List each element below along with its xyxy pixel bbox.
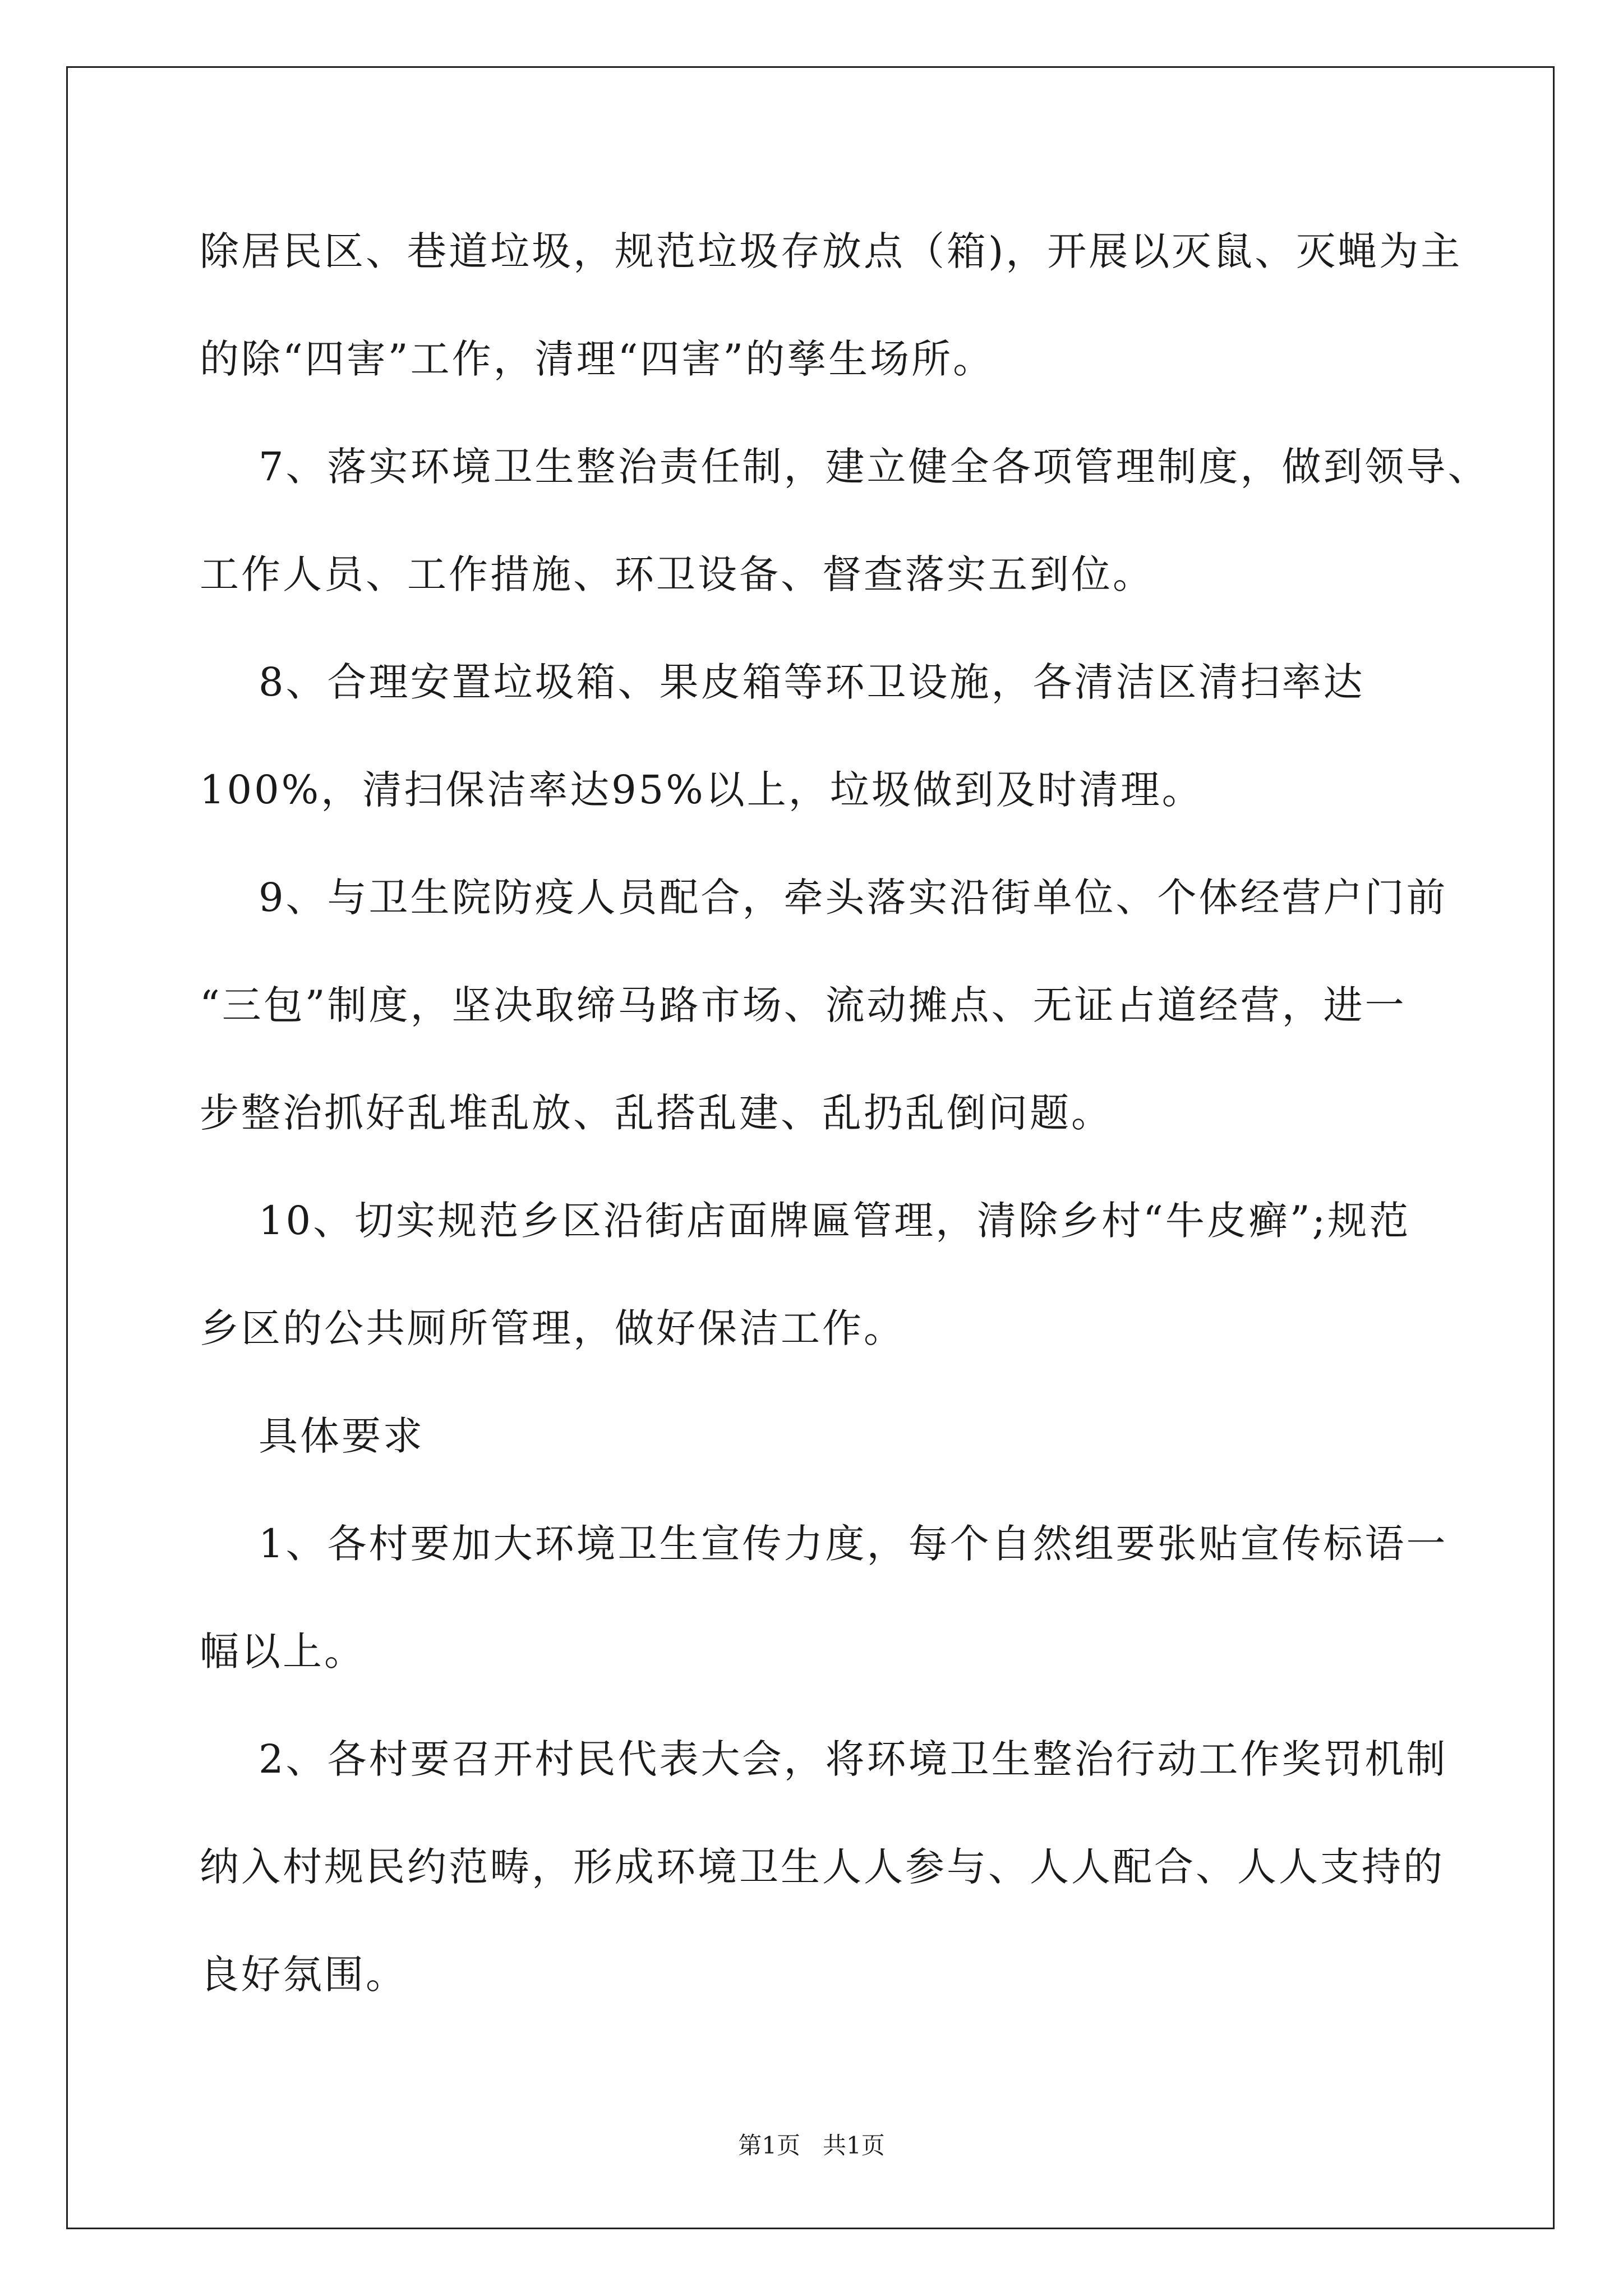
text-line: “三包”制度，坚决取缔马路市场、流动摊点、无证占道经营，进一 — [200, 982, 1407, 1028]
text-line: 步整治抓好乱堆乱放、乱搭乱建、乱扔乱倒问题。 — [200, 1090, 1113, 1136]
section-heading: 具体要求 — [200, 1413, 425, 1459]
text-line: 2、各村要召开村民代表大会，将环境卫生整治行动工作奖罚机制 — [200, 1736, 1448, 1782]
text-line: 100%，清扫保洁率达95%以上，垃圾做到及时清理。 — [200, 767, 1204, 813]
text-line: 的除“四害”工作，清理“四害”的孳生场所。 — [200, 336, 995, 382]
text-line: 良好氛围。 — [200, 1952, 407, 1998]
text-line: 乡区的公共厕所管理，做好保洁工作。 — [200, 1305, 905, 1351]
text-line: 除居民区、巷道垃圾，规范垃圾存放点（箱)，开展以灭鼠、灭蝇为主 — [200, 228, 1463, 274]
text-line: 9、与卫生院防疫人员配合，牵头落实沿街单位、个体经营户门前 — [200, 875, 1448, 921]
text-line: 幅以上。 — [200, 1628, 366, 1674]
text-line: 8、合理安置垃圾箱、果皮箱等环卫设施，各清洁区清扫率达 — [200, 659, 1365, 705]
text-line: 10、切实规范乡区沿街店面牌匾管理，清除乡村“牛皮癣”;规范 — [200, 1198, 1411, 1244]
page-border — [66, 66, 1555, 2229]
text-line: 1、各村要加大环境卫生宣传力度，每个自然组要张贴宣传标语一 — [200, 1521, 1448, 1567]
text-line: 7、落实环境卫生整治责任制，建立健全各项管理制度，做到领导、 — [200, 444, 1490, 490]
text-line: 工作人员、工作措施、环卫设备、督查落实五到位。 — [200, 551, 1154, 597]
page-number-footer: 第1页 共1页 — [738, 2132, 885, 2159]
text-line: 纳入村规民约范畴，形成环境卫生人人参与、人人配合、人人支持的 — [200, 1844, 1445, 1890]
